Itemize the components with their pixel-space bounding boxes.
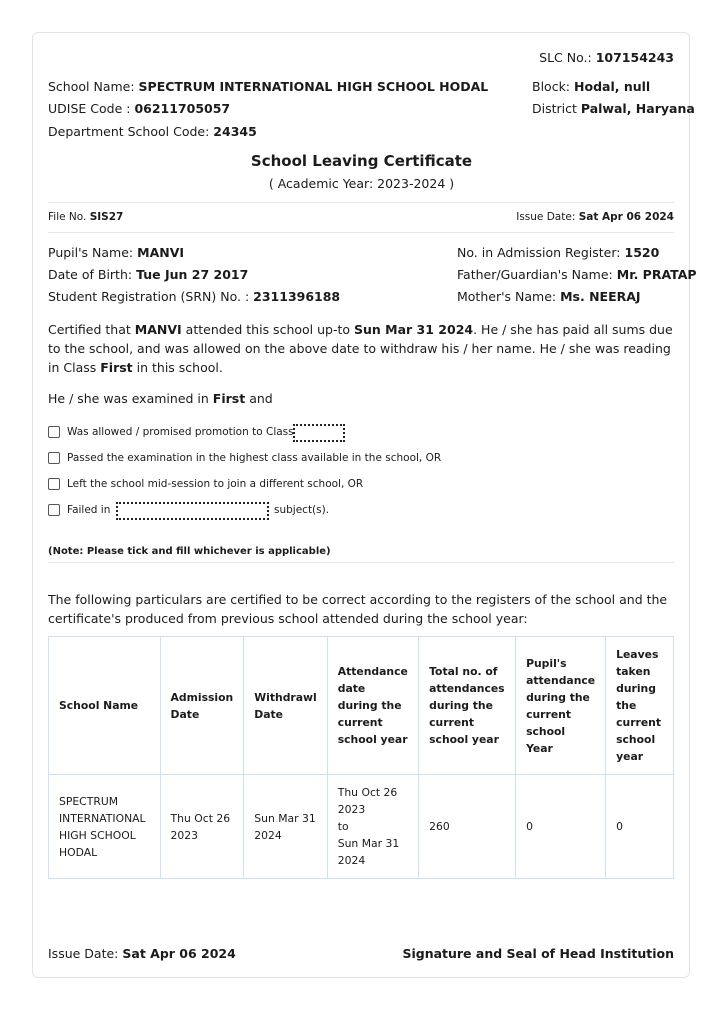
certification-paragraph: [48, 320, 678, 377]
promotion-class-field[interactable]: [293, 424, 345, 442]
udise-code: 06211705057: [134, 101, 231, 116]
pupil-name-line: [48, 245, 184, 260]
table-cell-withdrawl: Sun Mar 31 2024: [244, 775, 327, 879]
srn-label: Student Registration (SRN) No. :: [48, 289, 250, 304]
srn-value: 2311396188: [253, 289, 341, 304]
promotion-option-label: Was allowed / promised promotion to Class: [67, 426, 294, 438]
promotion-checkbox[interactable]: [48, 426, 60, 438]
block-value: Hodal, null: [574, 79, 651, 94]
table-cell-total: 260: [419, 775, 516, 879]
mother-line: [457, 289, 641, 304]
certify-text: . He / she has paid all sums due to the school, and was allowed on the above date to withdraw his / her name. He / she was reading in Class: [48, 322, 673, 375]
table-header-row: [49, 637, 674, 775]
certify-text: Certified that: [48, 322, 131, 337]
father-name: Mr. PRATAP: [616, 267, 697, 282]
file-label: File No.: [48, 211, 87, 223]
note: (Note: Please tick and fill whichever is applicable): [48, 546, 331, 557]
mother-name: Ms. NEERAJ: [560, 289, 641, 304]
admission-number-label: No. in Admission Register:: [457, 245, 621, 260]
passed-option-label: Passed the examination in the highest class available in the school, OR: [67, 452, 442, 464]
failed-subjects-field[interactable]: [116, 502, 269, 520]
file-number: [48, 211, 123, 223]
table-header: Total no. of attendances during the current school year: [419, 637, 516, 775]
table-cell-school: SPECTRUM INTERNATIONAL HIGH SCHOOL HODAL: [49, 775, 161, 879]
signature-label: Signature and Seal of Head Institution: [402, 946, 674, 961]
table-header: Leaves taken during the current school year: [606, 637, 674, 775]
udise-label: UDISE Code :: [48, 101, 131, 116]
admission-number: 1520: [624, 245, 660, 260]
certify-text: in this school.: [136, 360, 223, 375]
attendance-table: [48, 636, 674, 879]
dept-code-label: Department School Code:: [48, 124, 210, 139]
table-row: [49, 775, 674, 879]
dob-label: Date of Birth:: [48, 267, 133, 282]
father-label: Father/Guardian's Name:: [457, 267, 613, 282]
certify-class: First: [100, 360, 133, 375]
divider: [48, 562, 674, 563]
table-cell-admission: Thu Oct 26 2023: [160, 775, 244, 879]
pupil-name: MANVI: [137, 245, 185, 260]
table-header: Attendance date during the current school year: [327, 637, 418, 775]
issue-date-label: Issue Date:: [516, 211, 576, 223]
dob-line: [48, 267, 248, 282]
footer-issue-value: Sat Apr 06 2024: [122, 946, 236, 961]
school-name: SPECTRUM INTERNATIONAL HIGH SCHOOL HODAL: [138, 79, 489, 94]
table-header: Pupil's attendance during the current school Year: [516, 637, 606, 775]
district-line: [532, 101, 695, 116]
table-header: Admission Date: [160, 637, 244, 775]
dept-code: 24345: [213, 124, 257, 139]
passed-checkbox[interactable]: [48, 452, 60, 464]
failed-option-label: Failed in: [67, 504, 111, 516]
academic-year: ( Academic Year: 2023-2024 ): [268, 176, 455, 191]
issue-date-value: Sat Apr 06 2024: [578, 211, 674, 223]
slc-value: 107154243: [595, 50, 674, 65]
issue-date-top: [516, 211, 674, 223]
certify-date: Sun Mar 31 2024: [354, 322, 474, 337]
table-cell-leaves: 0: [606, 775, 674, 879]
table-header: School Name: [49, 637, 161, 775]
school-name-label: School Name:: [48, 79, 135, 94]
srn-line: [48, 289, 340, 304]
father-line: [457, 267, 697, 282]
footer-issue-label: Issue Date:: [48, 946, 119, 961]
table-header: Withdrawl Date: [244, 637, 327, 775]
table-cell-attendance-period: Thu Oct 26 2023 to Sun Mar 31 2024: [327, 775, 418, 879]
divider: [48, 232, 674, 233]
file-value: SIS27: [89, 211, 124, 223]
mother-label: Mother's Name:: [457, 289, 557, 304]
table-cell-pupil-attendance: 0: [516, 775, 606, 879]
examined-line: [48, 391, 273, 406]
udise-line: [48, 101, 230, 116]
certify-pupil-name: MANVI: [134, 322, 182, 337]
certificate-title: School Leaving Certificate: [250, 152, 473, 170]
left-checkbox[interactable]: [48, 478, 60, 490]
examined-text: He / she was examined in: [48, 391, 209, 406]
failed-option-suffix: subject(s).: [274, 504, 330, 516]
pupil-name-label: Pupil's Name:: [48, 245, 134, 260]
school-name-line: [48, 79, 488, 94]
examined-text: and: [249, 391, 273, 406]
left-option-label: Left the school mid-session to join a different school, OR: [67, 478, 364, 490]
certify-text: attended this school up-to: [185, 322, 351, 337]
failed-checkbox[interactable]: [48, 504, 60, 516]
issue-date-footer: [48, 946, 236, 961]
district-label: District: [532, 101, 577, 116]
block-label: Block:: [532, 79, 571, 94]
district-value: Palwal, Haryana: [580, 101, 695, 116]
dept-code-line: [48, 124, 257, 139]
block-line: [532, 79, 650, 94]
slc-label: SLC No.:: [539, 50, 592, 65]
dob-value: Tue Jun 27 2017: [136, 267, 249, 282]
slc-number: [539, 50, 674, 65]
examined-class: First: [212, 391, 246, 406]
divider: [48, 202, 674, 203]
particulars-paragraph: The following particulars are certified to be correct according to the registers of the school and the certificate's produced from previous school attended during the school year:: [48, 592, 668, 626]
admission-number-line: [457, 245, 659, 260]
